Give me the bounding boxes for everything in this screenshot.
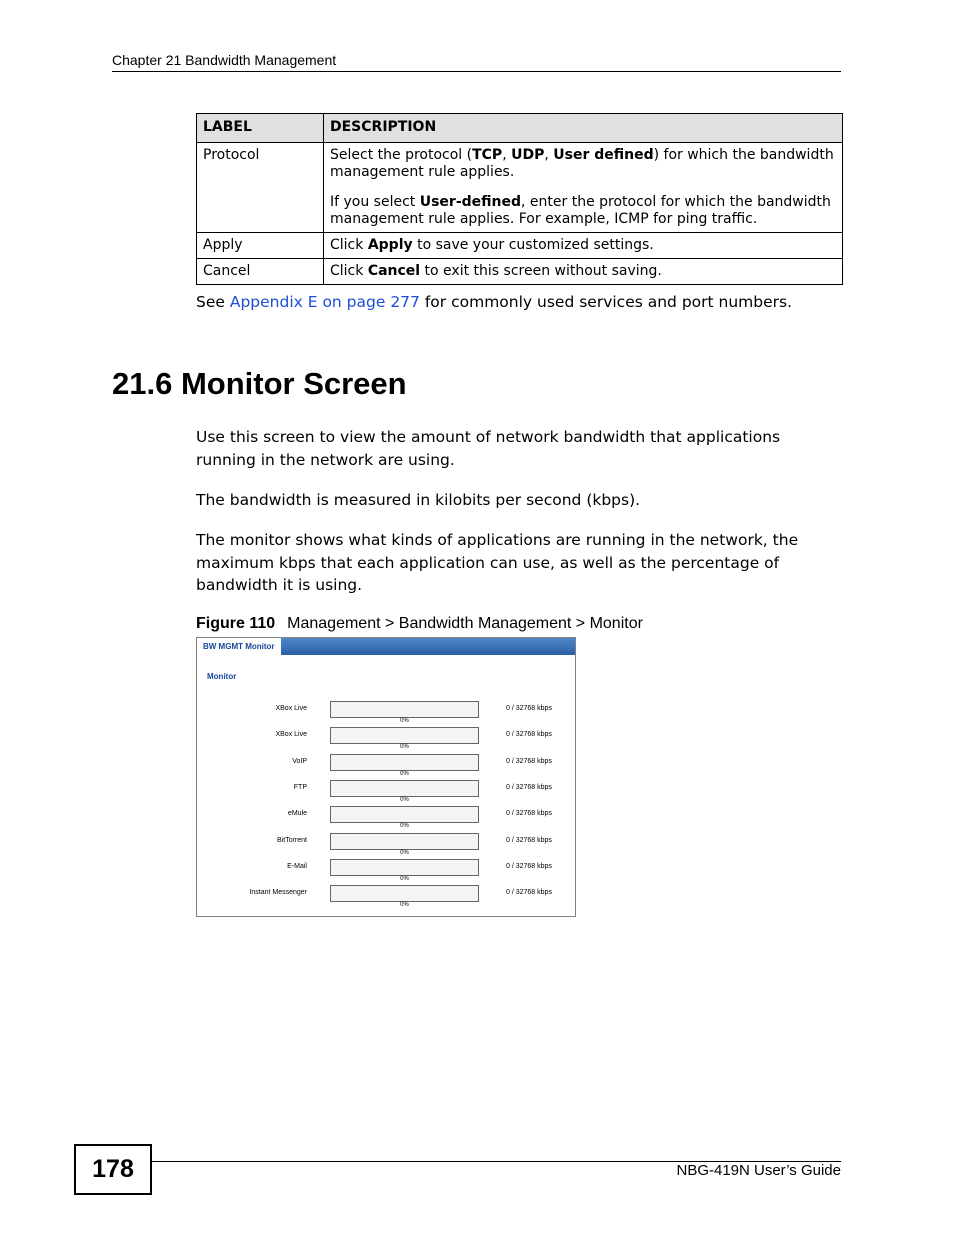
- usage-percent: 0%: [400, 796, 409, 803]
- text-run: , enter the protocol for which the bandwidth management rule applies. For example, ICMP for ping traffic.: [330, 194, 831, 227]
- monitor-row: [197, 859, 575, 885]
- column-header-label: LABEL: [197, 114, 324, 143]
- body-paragraph: Use this screen to view the amount of network bandwidth that applications running in the network are using.: [196, 428, 781, 469]
- body-paragraph: The monitor shows what kinds of applications are running in the network, the maximum kbps that each application can use, as well as the percentage of bandwidth it is using.: [196, 531, 799, 594]
- bold-term: Cancel: [367, 263, 421, 279]
- usage-rate: 0 / 32768 kbps: [506, 810, 552, 818]
- table-row: [197, 259, 843, 285]
- monitor-row: [197, 727, 575, 753]
- usage-rate: 0 / 32768 kbps: [506, 705, 552, 712]
- text-run: See: [196, 293, 230, 311]
- usage-percent: 0%: [400, 770, 409, 777]
- usage-bar: [330, 885, 479, 902]
- bold-term: User-defined: [419, 194, 522, 210]
- monitor-row: [197, 885, 575, 911]
- figure-caption-text: Management > Bandwidth Management > Monitor: [287, 615, 643, 632]
- page-number: 178: [74, 1144, 152, 1195]
- text-run: Click: [330, 263, 368, 279]
- monitor-row: [197, 833, 575, 859]
- usage-bar: [330, 701, 479, 718]
- usage-percent: 0%: [400, 823, 409, 830]
- cross-reference-line: [196, 293, 792, 311]
- usage-bar: [330, 806, 479, 823]
- row-label-protocol: Protocol: [197, 143, 324, 233]
- section-heading: 21.6 Monitor Screen: [112, 366, 407, 401]
- usage-percent: 0%: [400, 744, 409, 751]
- appendix-link[interactable]: Appendix E on page 277: [229, 293, 420, 311]
- usage-bar: [330, 727, 479, 744]
- application-label: BitTorrent: [277, 836, 307, 844]
- header-rule: [112, 71, 841, 72]
- application-label: E-Mail: [287, 862, 307, 870]
- row-label-cancel: Cancel: [197, 259, 324, 285]
- application-label: XBox Live: [275, 705, 307, 712]
- body-paragraph: The bandwidth is measured in kilobits per second (kbps).: [196, 491, 641, 509]
- usage-bar: [330, 754, 479, 771]
- row-description-apply: [324, 233, 843, 259]
- text-run: ,: [544, 147, 554, 163]
- text-run: Select the protocol (: [330, 147, 473, 163]
- monitor-row: [197, 806, 575, 832]
- text-run: Click: [330, 237, 368, 253]
- protocol-description-paragraph: [330, 147, 836, 181]
- usage-rate: 0 / 32768 kbps: [506, 783, 552, 791]
- text-run: to exit this screen without saving.: [420, 263, 662, 279]
- monitor-row: [197, 780, 575, 806]
- column-header-description: DESCRIPTION: [324, 114, 843, 143]
- application-label: eMule: [287, 810, 307, 818]
- usage-percent: 0%: [400, 718, 409, 724]
- monitor-row: [197, 701, 575, 727]
- text-run: ) for which the bandwidth management rule applies.: [330, 147, 834, 180]
- bold-term: TCP: [472, 147, 503, 163]
- table-row: [197, 233, 843, 259]
- text-run: to save your customized settings.: [412, 237, 654, 253]
- usage-rate: 0 / 32768 kbps: [506, 836, 552, 844]
- monitor-screenshot: [196, 637, 576, 917]
- bold-term: User defined: [553, 147, 654, 163]
- usage-percent: 0%: [400, 902, 409, 909]
- application-label: XBox Live: [275, 731, 307, 739]
- guide-title: NBG-419N User’s Guide: [676, 1162, 841, 1179]
- table-row: [197, 143, 843, 233]
- usage-bar: [330, 859, 479, 876]
- text-run: If you select: [330, 194, 420, 210]
- application-label: Instant Messenger: [249, 889, 307, 897]
- field-description-table: [196, 113, 843, 285]
- usage-percent: 0%: [400, 849, 409, 856]
- figure-label: Figure 110: [196, 615, 276, 632]
- bold-term: Apply: [367, 237, 413, 253]
- bold-term: UDP: [511, 147, 545, 163]
- table-header-row: [197, 114, 843, 143]
- usage-bar: [330, 780, 479, 797]
- application-label: FTP: [293, 783, 307, 791]
- protocol-user-defined-paragraph: [330, 194, 836, 228]
- usage-percent: 0%: [400, 875, 409, 882]
- usage-rate: 0 / 32768 kbps: [506, 757, 552, 765]
- monitor-row: [197, 754, 575, 780]
- usage-rate: 0 / 32768 kbps: [506, 889, 552, 897]
- row-description-protocol: [324, 143, 843, 233]
- usage-bar: [330, 833, 479, 850]
- text-run: ,: [502, 147, 512, 163]
- text-run: for commonly used services and port numbers.: [419, 293, 793, 311]
- figure-caption: [196, 615, 643, 633]
- application-label: VoIP: [292, 757, 307, 765]
- row-description-cancel: [324, 259, 843, 285]
- tab-bw-mgmt-monitor[interactable]: BW MGMT Monitor: [197, 638, 281, 655]
- running-header: Chapter 21 Bandwidth Management: [112, 52, 337, 68]
- usage-rate: 0 / 32768 kbps: [506, 731, 552, 739]
- usage-rate: 0 / 32768 kbps: [506, 862, 552, 870]
- monitor-title: Monitor: [207, 672, 237, 681]
- row-label-apply: Apply: [197, 233, 324, 259]
